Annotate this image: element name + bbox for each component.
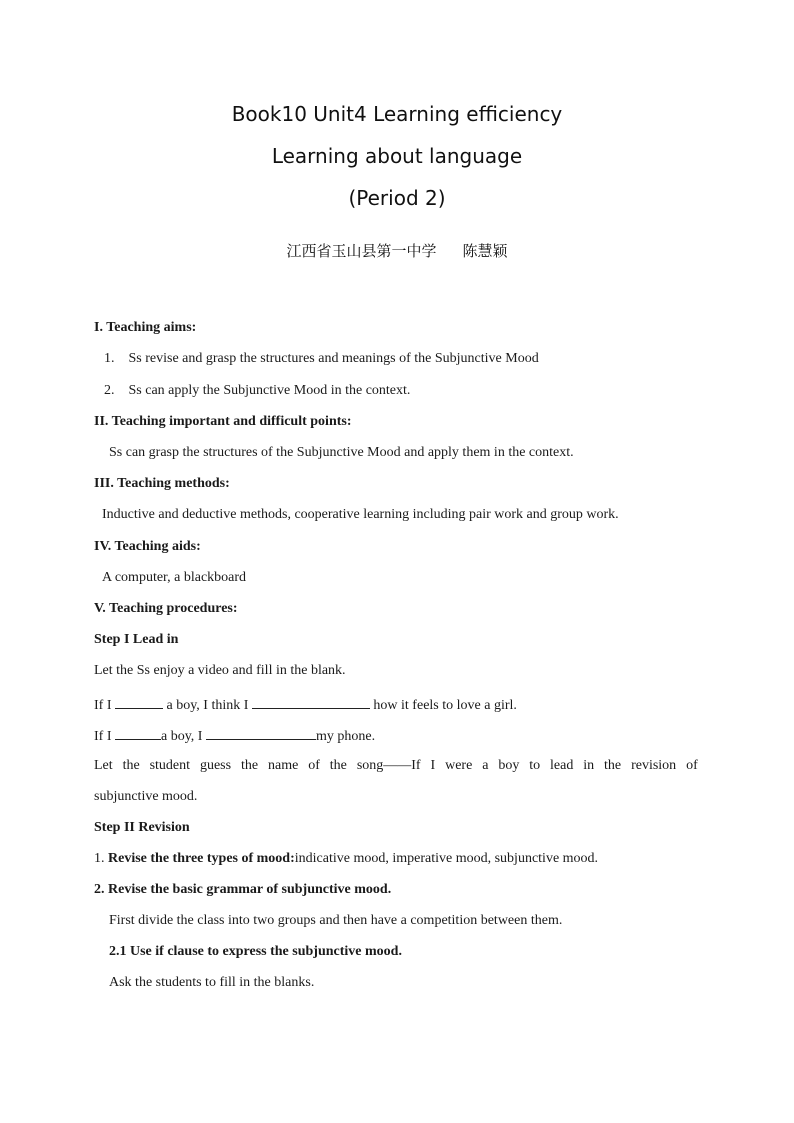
sentence-part: how it feels to love a girl. [369,698,517,713]
author-line [0,240,794,261]
guess-word: of [686,758,698,773]
aim-item-2 [104,383,410,399]
revision-text: indicative mood, imperative mood, subjunctive mood. [294,851,599,866]
blank-line [115,726,161,740]
guess-song-text-cont: subjunctive mood. [94,789,198,804]
guess-song-text [94,758,698,774]
sentence-part: a boy, I [161,729,206,744]
document-title: Book10 Unit4 Learning efficiency [231,102,563,126]
aim-text: Ss can apply the Subjunctive Mood in the context. [128,383,411,398]
guess-word: the [329,758,347,773]
step1-heading: Step I Lead in [94,632,179,647]
sentence-part: my phone. [315,729,376,744]
aim-item-1 [104,351,539,367]
author-name: 陈慧颖 [462,242,508,260]
revision-item-2-text: First divide the class into two groups and then have a competition between them. [109,913,563,928]
guess-word: the [240,758,259,773]
sentence-part: If I [94,698,115,713]
fill-sentence-1 [94,695,517,714]
revision-item-2-1-text: Ask the students to fill in the blanks. [109,975,315,990]
guess-word: the [122,758,140,773]
aim-number: 2. [104,383,115,398]
sentence-part: If I [94,729,115,744]
aims-heading: I. Teaching aims: [94,320,197,335]
guess-word: guess [199,758,232,773]
revision-item-2-1: 2.1 Use if clause to express the subjunctive mood. [109,944,402,959]
guess-word: were [445,758,473,773]
points-heading: II. Teaching important and difficult points: [94,414,352,429]
guess-word: student [149,758,191,773]
aids-text: A computer, a blackboard [102,570,247,585]
methods-heading: III. Teaching methods: [94,476,230,491]
blank-line [115,695,163,709]
revision-item-2: 2. Revise the basic grammar of subjunctive mood. [94,882,392,897]
guess-word: a [482,758,489,773]
guess-word: the [604,758,622,773]
guess-word: to [529,758,541,773]
guess-word: revision [631,758,677,773]
document-subtitle: Learning about language [271,144,523,168]
revision-number: 1. [94,851,108,866]
school-name: 江西省玉山县第一中学 [286,242,437,260]
period-label: (Period 2) [348,186,446,210]
procedures-heading: V. Teaching procedures: [94,601,238,616]
guess-word: in [583,758,595,773]
points-text: Ss can grasp the structures of the Subjunctive Mood and apply them in the context. [109,445,574,460]
blank-line [206,726,316,740]
aids-heading: IV. Teaching aids: [94,539,201,554]
revision-label: Revise the three types of mood: [108,851,295,866]
guess-word: lead [550,758,574,773]
guess-word: name [267,758,299,773]
step2-heading: Step II Revision [94,820,190,835]
guess-word: I [430,758,436,773]
revision-item-1 [94,851,598,867]
guess-word: Let [94,758,113,773]
sentence-part: a boy, I think I [163,698,252,713]
aim-text: Ss revise and grasp the structures and meanings of the Subjunctive Mood [128,351,539,366]
step1-text: Let the Ss enjoy a video and fill in the blank. [94,663,346,678]
aim-number: 1. [104,351,115,366]
guess-word: song——If [356,758,421,773]
methods-text: Inductive and deductive methods, cooperative learning including pair work and group work. [102,507,619,522]
fill-sentence-2 [94,726,375,745]
guess-word: of [308,758,320,773]
guess-word: boy [498,758,520,773]
blank-line [252,695,370,709]
